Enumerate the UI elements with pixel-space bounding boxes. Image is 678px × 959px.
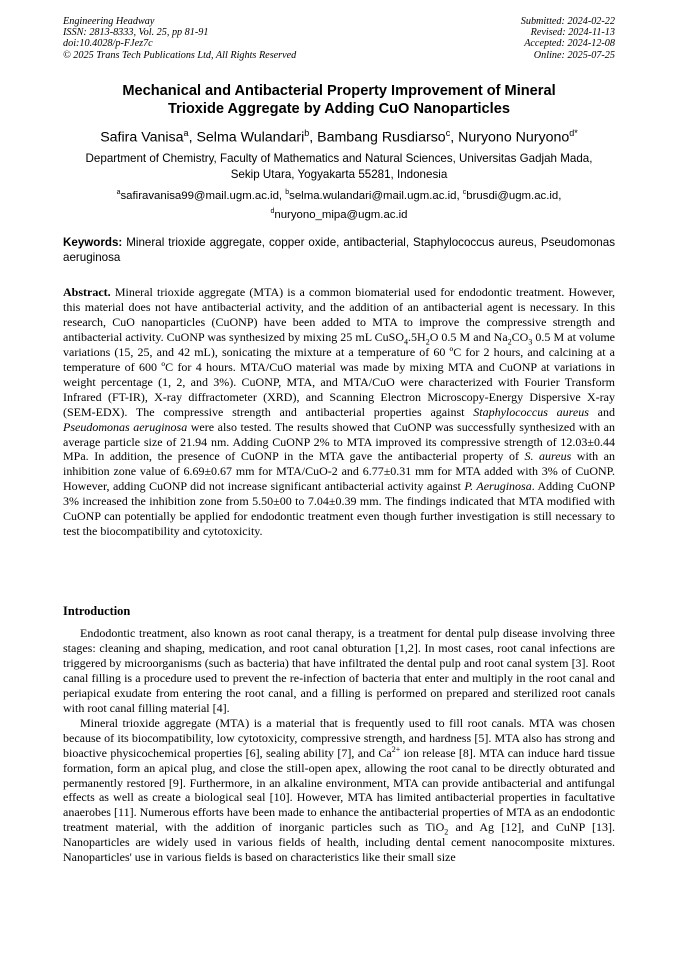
abstract	[63, 285, 615, 539]
author-name: Safira Vanisa	[100, 129, 184, 146]
author-name: Nuryono Nuryono	[458, 129, 570, 146]
copyright-line: © 2025 Trans Tech Publications Ltd, All Rights Reserved	[63, 49, 297, 61]
superscript: 2+	[391, 744, 401, 754]
email-link[interactable]: safiravanisa99@mail.ugm.ac.id,	[120, 189, 286, 202]
abstract-text: O 0.5 M and Na	[429, 329, 508, 344]
affiliation	[40, 151, 638, 182]
affiliation-line-2: Sekip Utara, Yogyakarta 55281, Indonesia	[230, 167, 448, 181]
email-link[interactable]: nuryono_mipa@ugm.ac.id	[274, 209, 408, 222]
author-name: Selma Wulandari	[196, 129, 305, 146]
online-date: Online: 2025-07-25	[533, 49, 615, 61]
author-separator: ,	[188, 129, 197, 146]
author-mark: c	[445, 128, 451, 138]
abstract-text: .5H	[408, 329, 426, 344]
species-name: Pseudomonas aeruginosa	[63, 419, 188, 434]
species-name: Staphylococcus aureus	[473, 404, 589, 419]
paragraph-text: and Ag [12], and CuNP [13]. Nanoparticles are widely used in various fields of health, including dental cement nanocomposite mixtures. Nanoparticles' use in various fields is based on characteristics like their small size	[63, 820, 615, 865]
emails-line-2	[40, 204, 638, 223]
abstract-text: with an inhibition zone value of 6.69±0.67 mm for MTA/CuO-2 and 6.77±0.31 mm for MTA added with 3% of CuONP. However, adding CuONP did not increase significant antibacterial activity against	[63, 449, 615, 494]
email-link[interactable]: selma.wulandari@mail.ugm.ac.id,	[289, 189, 463, 202]
author-mark: b	[304, 128, 310, 138]
author-emails	[40, 185, 638, 224]
subscript: 3	[528, 337, 533, 347]
subscript: 4	[404, 337, 409, 347]
paragraph-text: Mineral trioxide aggregate (MTA) is a material that is frequently used to fill root canals. MTA was chosen because of its biocompatibility, low cytotoxicity, compressive strength, and hardness [5]. MTA also has strong and bioactive physicochemical properties [6], sealing ability [7], and Ca	[63, 715, 615, 760]
paragraph	[63, 716, 615, 866]
submitted-date: Submitted: 2024-02-22	[520, 16, 615, 27]
author-separator: ,	[450, 129, 459, 146]
journal-name: Engineering Headway	[63, 16, 155, 27]
author-list	[30, 124, 648, 147]
issn-line: ISSN: 2813-8333, Vol. 25, pp 81-91	[63, 27, 209, 39]
species-name: S. aureus	[524, 449, 572, 464]
author-mark: a	[183, 128, 189, 138]
paper-title	[40, 82, 638, 118]
emails-line-1	[40, 185, 638, 204]
introduction-body	[63, 626, 615, 865]
abstract-text: CO	[511, 329, 529, 344]
email-mark: b	[285, 189, 290, 196]
species-name: P. Aeruginosa	[464, 479, 532, 494]
abstract-text: were also tested. The results showed that CuONP was successfully synthesized with an average particle size of 21.94 nm. Adding CuONP 2% to MTA improved its compressive strength of 12.03±0.44 MPa. In addition, the presence of CuONP in the MTA gave the antibacterial property of	[63, 419, 615, 464]
abstract-text: and	[588, 404, 615, 419]
revised-date: Revised: 2024-11-13	[530, 27, 615, 39]
author-separator: ,	[309, 129, 318, 146]
section-heading-introduction: Introduction	[63, 604, 131, 618]
abstract-text: 0.5 M at volume variations (15, 25, and 42 mL), sonicating the mixture at a temperature of 60 ºC for 2 hours, and calcining at a temperature of 600 ºC for 4 hours. MTA/CuO material was made by mixing MTA and CuONP at variations in weight percentage (1, 2, and 3%). CuONP, MTA, and MTA/CuO were characterized with Fourier Transform Infrared (FT-IR), X-ray diffractometer (XRD), and Scanning Electron Microscopy-Energy Dispersive X-ray (SEM-EDX). The compressive strength and antibacterial properties against	[63, 329, 615, 419]
title-line-1: Mechanical and Antibacterial Property Improvement of Mineral	[122, 83, 556, 99]
abstract-text: . Adding CuONP 3% increased the inhibition zone from 5.50±00 to 7.04±0.39 mm. The findings indicated that MTA modified with CuONP can potentially be applied for endodontic treatment even though further investigation is still necessary to test the biocompatibility and cytotoxicity.	[63, 479, 615, 539]
affiliation-line-1: Department of Chemistry, Faculty of Mathematics and Natural Sciences, Universitas Gadjah Mada,	[85, 152, 593, 165]
keywords-label: Keywords:	[63, 236, 123, 249]
author-mark: d*	[569, 128, 578, 138]
email-mark: c	[462, 189, 467, 196]
subscript: 2	[507, 337, 512, 347]
paragraph: Endodontic treatment, also known as root canal therapy, is a treatment for dental pulp disease involving three stages: cleaning and shaping, medication, and root canal obturation [1,2]. In most cases, root canal infections are triggered by microorganisms (such as bacteria) that have infiltrated the dental pulp and root canal system [3]. Root canal filling is a procedure used to prevent the re-infection of bacteria that enter and multiply in the root canal and periapical exudate from entering the root canal, and a filling is performed on prepared and sterilized root canals with root canal filling material [4].	[63, 626, 615, 715]
title-line-2: Trioxide Aggregate by Adding CuO Nanoparticles	[168, 101, 510, 117]
accepted-date: Accepted: 2024-12-08	[524, 38, 615, 50]
subscript: 2	[444, 827, 449, 837]
publication-dates	[521, 16, 615, 61]
author-name: Bambang Rusdiarso	[317, 129, 446, 146]
email-link[interactable]: brusdi@ugm.ac.id,	[466, 189, 562, 202]
email-mark: d	[270, 208, 275, 216]
doi-line: doi:10.4028/p-FJez7c	[63, 38, 153, 50]
email-mark: a	[116, 189, 121, 196]
paragraph-text: ion release [8]. MTA can induce hard tissue formation, form an apical plug, and close the still-open apex, allowing the root canal to be directly obturated and permanently restored [9]. Furthermore, in an alkaline environment, MTA can provide antibacterial and antifungal effects as well as create a biological seal [10]. However, MTA has limited antibacterial properties in facultative anaerobes [11]. Numerous efforts have been made to enhance the antibacterial properties of MTA as an endodontic treatment material, with the addition of inorganic particles such as TiO	[63, 745, 615, 835]
subscript: 2	[425, 337, 430, 347]
journal-info	[63, 16, 296, 61]
abstract-label: Abstract.	[63, 285, 111, 299]
keywords-text: Mineral trioxide aggregate, copper oxide, antibacterial, Staphylococcus aureus, Pseudomonas aeruginosa	[63, 236, 615, 264]
abstract-text: Mineral trioxide aggregate (MTA) is a common biomaterial used for endodontic treatment. However, this material does not have antibacterial activity, and the addition of an antibacterial agent is necessary. In this research, CuO nanoparticles (CuONP) have been added to MTA to improve the compressive strength and antibacterial activity. CuONP was synthesized by mixing 25 mL CuSO	[63, 285, 615, 344]
keywords	[63, 236, 615, 266]
